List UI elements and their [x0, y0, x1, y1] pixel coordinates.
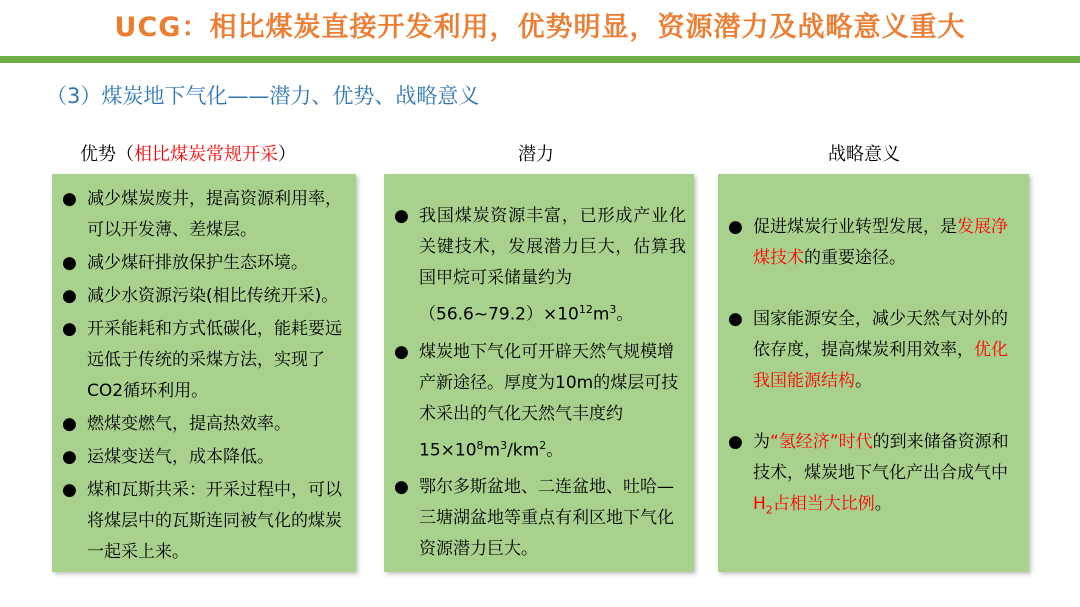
list-item: ● 我国煤炭资源丰富，已形成产业化关键技术，发展潜力巨大，估算我国甲烷可采储量约为 $(56.6\sim 79.2)\times 10^{12}m^3$。 — [419, 201, 686, 331]
advantage-list — [62, 184, 350, 568]
bullet-icon: ● — [728, 217, 743, 237]
bullet-icon: ● — [394, 477, 409, 498]
list-item: ● 运煤变送气，成本降低。 — [87, 442, 350, 473]
page-title: UCG：相比煤炭直接开发利用，优势明显，资源潜力及战略意义重大 — [114, 12, 966, 43]
bullet-icon: ● — [62, 319, 77, 339]
bullet-icon: ● — [728, 432, 743, 452]
list-item: ● 煤炭地下气化可开辟天然气规模增产新途径。厚度为10m的煤层可技术采出的气化天然气丰度约$15\times 10^8m^3/km^2$。 — [419, 337, 686, 467]
bullet-icon: ● — [62, 480, 77, 500]
advantage-heading: 优势（相比煤炭常规开采） — [80, 144, 296, 165]
bullet-icon: ● — [728, 309, 743, 329]
advantage-box — [52, 174, 356, 572]
advantage-heading-highlight: 相比煤炭常规开采 — [134, 144, 278, 165]
list-item: ● 促进煤炭行业转型发展，是发展净煤技术的重要途径。 — [753, 212, 1021, 274]
list-item: ● 减少煤炭废井，提高资源利用率，可以开发薄、差煤层。 — [87, 184, 350, 246]
list-item: ● 国家能源安全，减少天然气对外的依存度，提高煤炭利用效率，优化我国能源结构。 — [753, 304, 1021, 397]
strategic-heading: 战略意义 — [828, 144, 900, 165]
bullet-icon: ● — [62, 414, 77, 434]
list-item: ● 燃煤变燃气，提高热效率。 — [87, 409, 350, 440]
list-item: ● 煤和瓦斯共采：开采过程中，可以将煤层中的瓦斯连同被气化的煤炭一起采上来。 — [87, 475, 350, 568]
strategic-box — [718, 174, 1029, 572]
section-subtitle: （3）煤炭地下气化——潜力、优势、战略意义 — [46, 84, 480, 108]
strategic-list — [728, 212, 1021, 525]
bullet-icon: ● — [62, 447, 77, 467]
bullet-icon: ● — [394, 341, 409, 362]
list-item: ● 减少煤矸排放保护生态环境。 — [87, 248, 350, 279]
bullet-icon: ● — [62, 286, 77, 306]
potential-heading: 潜力 — [518, 144, 554, 165]
potential-box — [384, 174, 694, 572]
bullet-icon: ● — [62, 189, 77, 209]
list-item: ● 开采能耗和方式低碳化，能耗要远远低于传统的采煤方法，实现了CO2循环利用。 — [87, 314, 350, 407]
bullet-icon: ● — [394, 206, 409, 226]
list-item: ● 鄂尔多斯盆地、二连盆地、吐哈—三塘湖盆地等重点有利区地下气化资源潜力巨大。 — [419, 472, 686, 565]
list-item-highlight: ● 减少水资源污染(相比传统开采)。 — [87, 281, 350, 312]
list-item: ● 为“氢经济”时代的到来储备资源和技术，煤炭地下气化产出合成气中$H_2$占相当大比例。 — [753, 427, 1021, 525]
title-divider — [0, 56, 1080, 63]
potential-list — [394, 201, 686, 565]
bullet-icon: ● — [62, 253, 77, 273]
